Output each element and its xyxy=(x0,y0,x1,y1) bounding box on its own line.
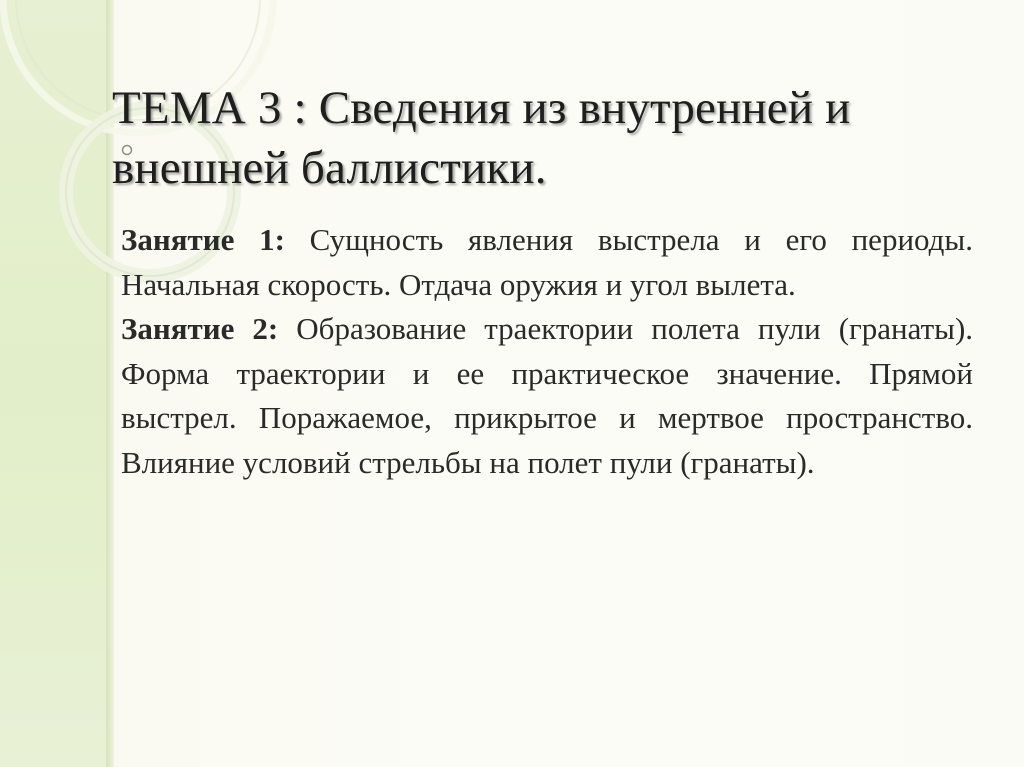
lesson-2-text: Образование траектории полета пули (гранаты). Форма траектории и ее практическое значение. Прямой выстрел. Поражаемое, прикрытое и мертвое пространство. Влияние условий стрельбы на полет пули (гранаты). xyxy=(121,311,974,480)
slide-title: ТЕМА 3 : Сведения из внутренней и внешней баллистики. xyxy=(112,82,851,194)
lesson-2-label: Занятие 2: xyxy=(121,311,279,346)
lesson-1 xyxy=(121,218,973,307)
lesson-1-text: Сущность явления выстрела и его периоды. Начальная скорость. Отдача оружия и угол вылета. xyxy=(121,222,973,302)
slide-content xyxy=(121,218,973,485)
lesson-1-label: Занятие 1: xyxy=(121,222,285,257)
lesson-2 xyxy=(121,307,973,485)
